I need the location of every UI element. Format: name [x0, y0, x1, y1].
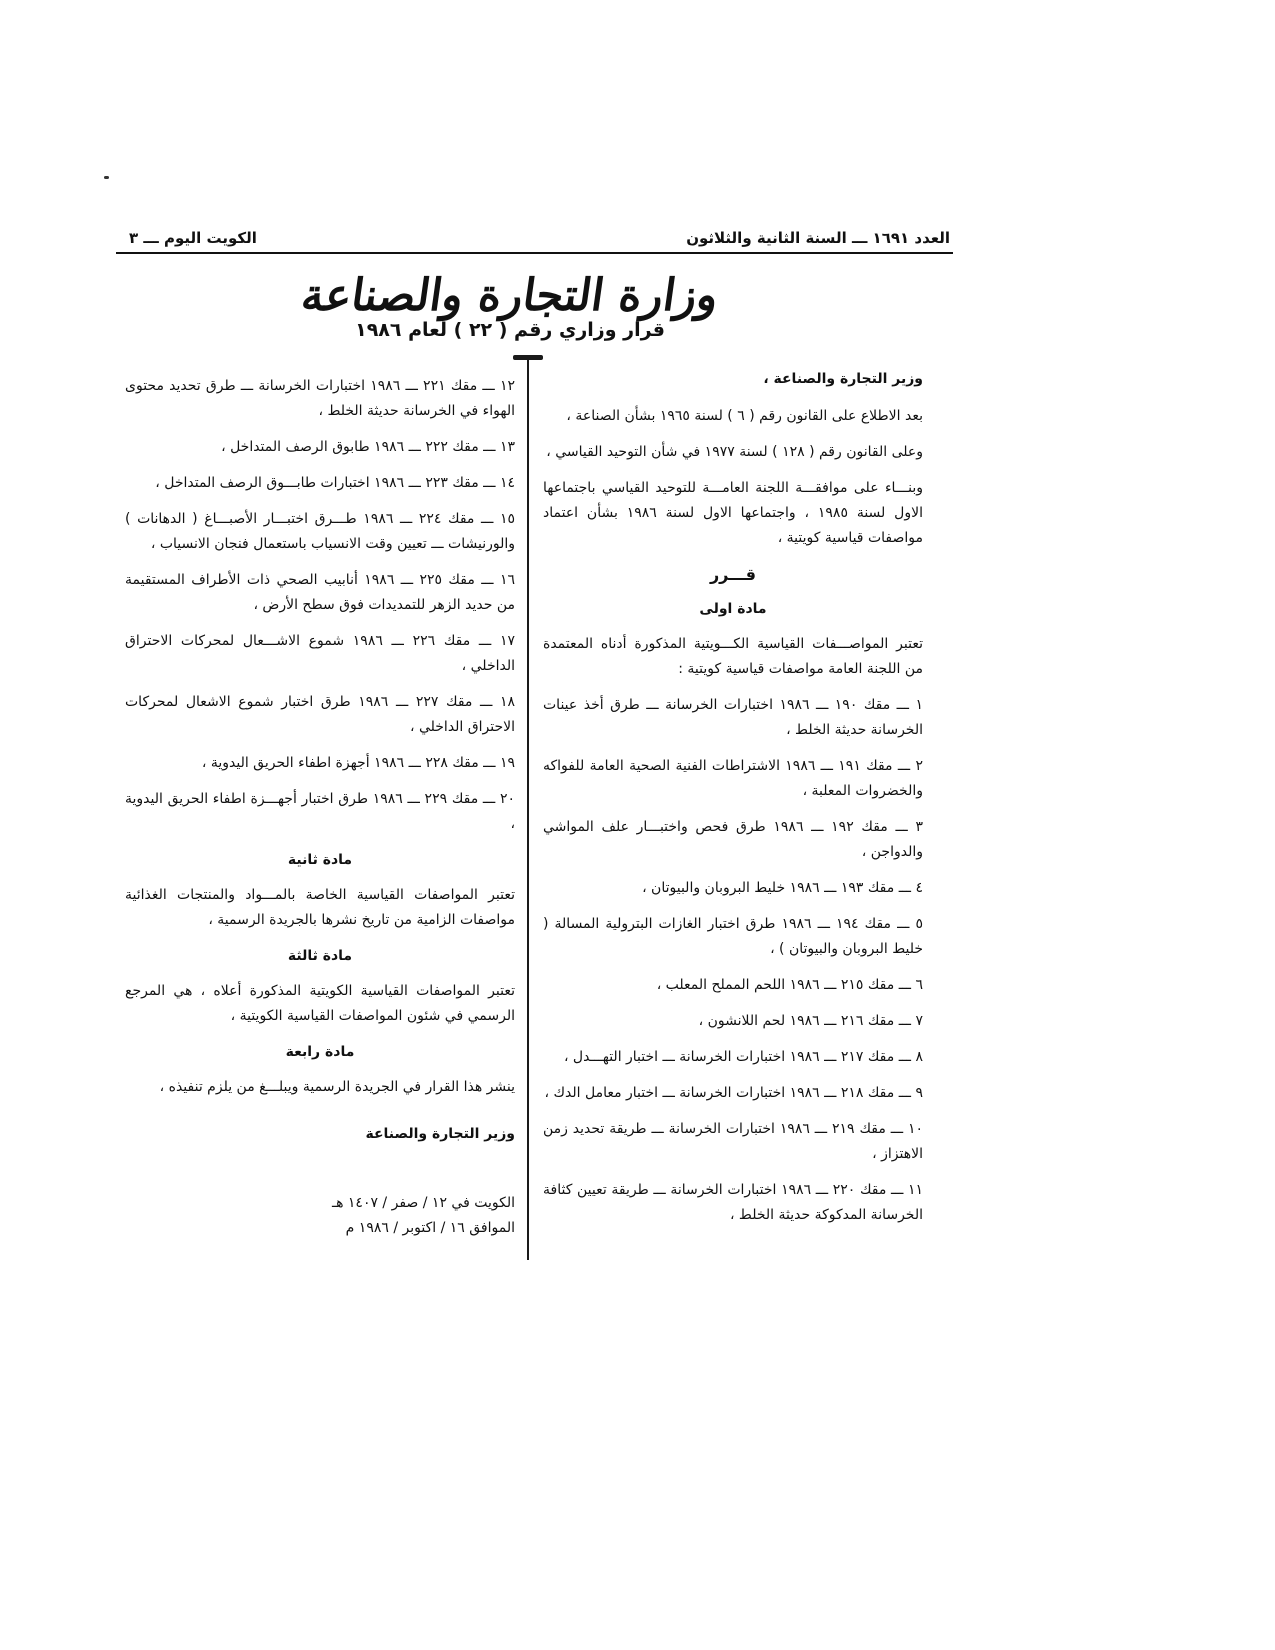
article-heading: مادة ثانية	[287, 852, 353, 868]
preamble-paragraph: وبنـــاء على موافقـــة اللجنة العامـــة للتوحيد القياسي باجتماعها الاول لسنة ١٩٨٥ ، واجتماعها الاول لسنة ١٩٨٦ بشأن اعتماد مواصفات قياسية كويتية ،	[543, 480, 923, 546]
article-text: تعتبر المواصـــفات القياسية الكـــويتية المذكورة أدناه المعتمدة من اللجنة العامة مواصفات قياسية كويتية :	[543, 636, 923, 677]
standard-item: ١٨ ـــ مقك ٢٢٧ ـــ ١٩٨٦ طرق اختبار شموع الاشعال لمحركات الاحتراق الداخلي ،	[125, 694, 515, 735]
left-column	[125, 374, 515, 1241]
standard-item: ١٤ ـــ مقك ٢٢٣ ـــ ١٩٨٦ اختبارات طابـــوق الرصف المتداخل ،	[155, 475, 515, 491]
standard-item: ١٩ ـــ مقك ٢٢٨ ـــ ١٩٨٦ أجهزة اطفاء الحريق اليدوية ،	[201, 755, 515, 771]
standard-item: ٢٠ ـــ مقك ٢٢٩ ـــ ١٩٨٦ طرق اختبار أجهـــزة اطفاء الحريق اليدوية ،	[125, 791, 515, 832]
standard-item: ٩ ـــ مقك ٢١٨ ـــ ١٩٨٦ اختبارات الخرسانة ـــ اختبار معامل الدك ،	[544, 1085, 923, 1101]
standard-item: ٧ ـــ مقك ٢١٦ ـــ ١٩٨٦ لحم اللانشون ،	[698, 1013, 923, 1029]
standard-item: ٤ ـــ مقك ١٩٣ ـــ ١٩٨٦ خليط البروبان والبيوتان ،	[642, 880, 923, 896]
standard-item: ١٠ ـــ مقك ٢١٩ ـــ ١٩٨٦ اختبارات الخرسانة ـــ طريقة تحديد زمن الاهتزاز ،	[543, 1121, 923, 1162]
article-text: ينشر هذا القرار في الجريدة الرسمية ويبلـــغ من يلزم تنفيذه ،	[159, 1079, 515, 1095]
standard-item: ٥ ـــ مقك ١٩٤ ـــ ١٩٨٦ طرق اختبار الغازات البترولية المسالة ( خليط البروبان والبيوتان ) ،	[543, 916, 923, 957]
standard-item: ٦ ـــ مقك ٢١٥ ـــ ١٩٨٦ اللحم المملح المعلب ،	[656, 977, 923, 993]
standard-item: ١ ـــ مقك ١٩٠ ـــ ١٩٨٦ اختبارات الخرسانة ـــ طرق أخذ عينات الخرسانة حديثة الخلط ،	[543, 697, 923, 738]
standard-item: ٣ ـــ مقك ١٩٢ ـــ ١٩٨٦ طرق فحص واختبـــار علف المواشي والدواجن ،	[543, 819, 923, 860]
standard-item: ١٧ ـــ مقك ٢٢٦ ـــ ١٩٨٦ شموع الاشـــعال لمحركات الاحتراق الداخلي ،	[125, 633, 515, 674]
decides-heading: قـــرر	[709, 565, 757, 584]
date-gregorian: الموافق ١٦ / اكتوبر / ١٩٨٦ م	[345, 1220, 515, 1236]
scan-speck	[104, 176, 109, 179]
standard-item: ١٥ ـــ مقك ٢٢٤ ـــ ١٩٨٦ طـــرق اختبـــار الأصبـــاغ ( الدهانات ) والورنيشات ـــ تعيين وقت الانسياب باستعمال فنجان الانسياب ،	[125, 511, 515, 552]
standard-item: ٨ ـــ مقك ٢١٧ ـــ ١٩٨٦ اختبارات الخرسانة ـــ اختبار التهـــدل ،	[563, 1049, 923, 1065]
preamble-paragraph: بعد الاطلاع على القانون رقم ( ٦ ) لسنة ١٩٦٥ بشأن الصناعة ،	[566, 408, 923, 424]
article-heading: مادة ثالثة	[287, 948, 353, 964]
standard-item: ١١ ـــ مقك ٢٢٠ ـــ ١٩٨٦ اختبارات الخرسانة ـــ طريقة تعيين كثافة الخرسانة المدكوكة حديثة الخلط ،	[543, 1182, 923, 1223]
column-rule	[527, 356, 529, 1260]
article-text: تعتبر المواصفات القياسية الخاصة بالمـــواد والمنتجات الغذائية مواصفات الزامية من تاريخ نشرها بالجريدة الرسمية ،	[125, 887, 515, 928]
issue-number: العدد ١٦٩١ ـــ السنة الثانية والثلاثون	[686, 229, 950, 247]
standard-item: ١٦ ـــ مقك ٢٢٥ ـــ ١٩٨٦ أنابيب الصحي ذات الأطراف المستقيمة من حديد الزهر للتمديدات فوق سطح الأرض ،	[125, 572, 515, 613]
decision-title: قرار وزاري رقم ( ٢٢ ) لعام ١٩٨٦	[355, 319, 665, 341]
article-heading: مادة اولى	[699, 601, 767, 617]
standard-item: ١٣ ـــ مقك ٢٢٢ ـــ ١٩٨٦ طابوق الرصف المتداخل ،	[221, 439, 515, 455]
date-hijri: الكويت في ١٢ / صفر / ١٤٠٧ هـ	[331, 1195, 515, 1211]
right-column	[543, 367, 923, 1239]
article-text: تعتبر المواصفات القياسية الكويتية المذكورة أعلاه ، هي المرجع الرسمي في شئون المواصفات القياسية الكويتية ،	[125, 983, 515, 1024]
signature: وزير التجارة والصناعة	[365, 1126, 515, 1142]
gazette-name-page: الكويت اليوم ـــ ٣	[129, 229, 257, 247]
standard-item: ١٢ ـــ مقك ٢٢١ ـــ ١٩٨٦ اختبارات الخرسانة ـــ طرق تحديد محتوى الهواء في الخرسانة حديثة الخلط ،	[125, 378, 515, 419]
article-heading: مادة رابعة	[285, 1044, 355, 1060]
preamble-paragraph: وعلى القانون رقم ( ١٢٨ ) لسنة ١٩٧٧ في شأن التوحيد القياسي ،	[546, 444, 923, 460]
header-rule	[116, 252, 953, 254]
standard-item: ٢ ـــ مقك ١٩١ ـــ ١٩٨٦ الاشتراطات الفنية الصحية العامة للفواكه والخضروات المعلبة ،	[543, 758, 923, 799]
ministry-title: وزارة التجارة والصناعة	[298, 270, 722, 321]
addressee: وزير التجارة والصناعة ،	[763, 371, 923, 387]
